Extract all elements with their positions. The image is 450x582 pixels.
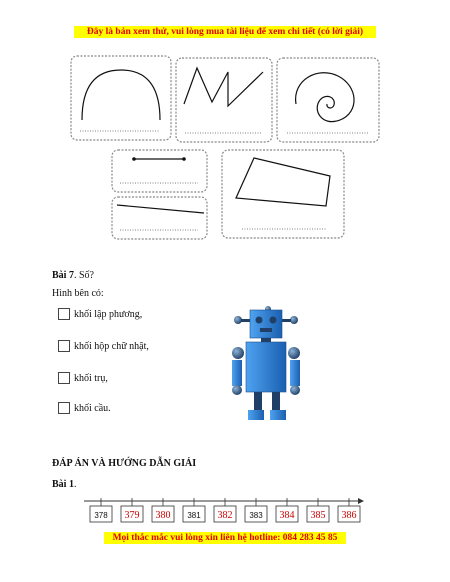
- robot-illustration: [228, 306, 308, 424]
- robot-arm-right: [290, 360, 300, 386]
- answer-value: 384: [279, 510, 295, 521]
- hotline-banner: Mọi thắc mắc vui lòng xin liên hệ hotline: 084 283 45 85: [104, 532, 346, 544]
- shapes-figure: [0, 0, 450, 250]
- answer-box[interactable]: [58, 308, 70, 320]
- exercise7-number: Bài 7: [52, 270, 74, 281]
- preview-banner: Đây là bản xem thử, vui lòng mua tài liệu để xem chi tiết (có lời giải): [74, 26, 376, 38]
- robot-foot-right: [270, 410, 286, 420]
- ear-left-ball: [234, 316, 242, 324]
- robot-head: [250, 310, 282, 338]
- answer-value: 386: [341, 510, 357, 521]
- option-label: khối hộp chữ nhật,: [74, 340, 149, 352]
- arrow-icon: [358, 498, 364, 504]
- option-cylinder[interactable]: [58, 371, 108, 385]
- frame-segment: [112, 150, 207, 192]
- zigzag-shape: [184, 68, 263, 106]
- answer-box[interactable]: [58, 372, 70, 384]
- answer-bai1-number: Bài 1: [52, 479, 74, 490]
- robot-foot-left: [248, 410, 264, 420]
- option-label: khối lập phương,: [74, 308, 143, 320]
- exercise7-title: [52, 270, 94, 281]
- answer-value: 379: [124, 510, 140, 521]
- frame-spiral: [277, 58, 379, 142]
- option-cube[interactable]: [58, 307, 142, 321]
- answer-box[interactable]: [58, 340, 70, 352]
- exercise7-prompt: . Số?: [73, 270, 94, 281]
- exercise7-intro: Hình bên có:: [52, 288, 104, 299]
- option-label: khối trụ,: [74, 372, 108, 384]
- frame-arc: [71, 56, 171, 140]
- line-shape: [117, 205, 204, 213]
- option-label: khối cầu.: [74, 402, 111, 414]
- arc-shape: [82, 70, 160, 120]
- robot-body: [246, 342, 286, 392]
- option-sphere[interactable]: [58, 401, 111, 415]
- number-value: 383: [249, 511, 263, 520]
- answer-bai1-period: .: [73, 479, 77, 490]
- number-value: 381: [187, 511, 201, 520]
- quadrilateral-shape: [236, 158, 330, 206]
- answer-bai1-title: [52, 479, 76, 490]
- option-cuboid[interactable]: [58, 339, 149, 353]
- frame-zigzag: [176, 58, 272, 142]
- frame-quadrilateral: [222, 150, 344, 238]
- number-value: 378: [94, 511, 108, 520]
- answer-box[interactable]: [58, 402, 70, 414]
- number-line: [84, 498, 364, 528]
- ear-right-ball: [290, 316, 298, 324]
- spiral-shape: [296, 73, 354, 122]
- answer-value: 382: [217, 510, 233, 521]
- frame-line: [112, 197, 207, 239]
- robot-arm-left: [232, 360, 242, 386]
- answers-heading: ĐÁP ÁN VÀ HƯỚNG DẪN GIẢI: [52, 458, 197, 469]
- answer-value: 385: [310, 510, 326, 521]
- answer-value: 380: [155, 510, 171, 521]
